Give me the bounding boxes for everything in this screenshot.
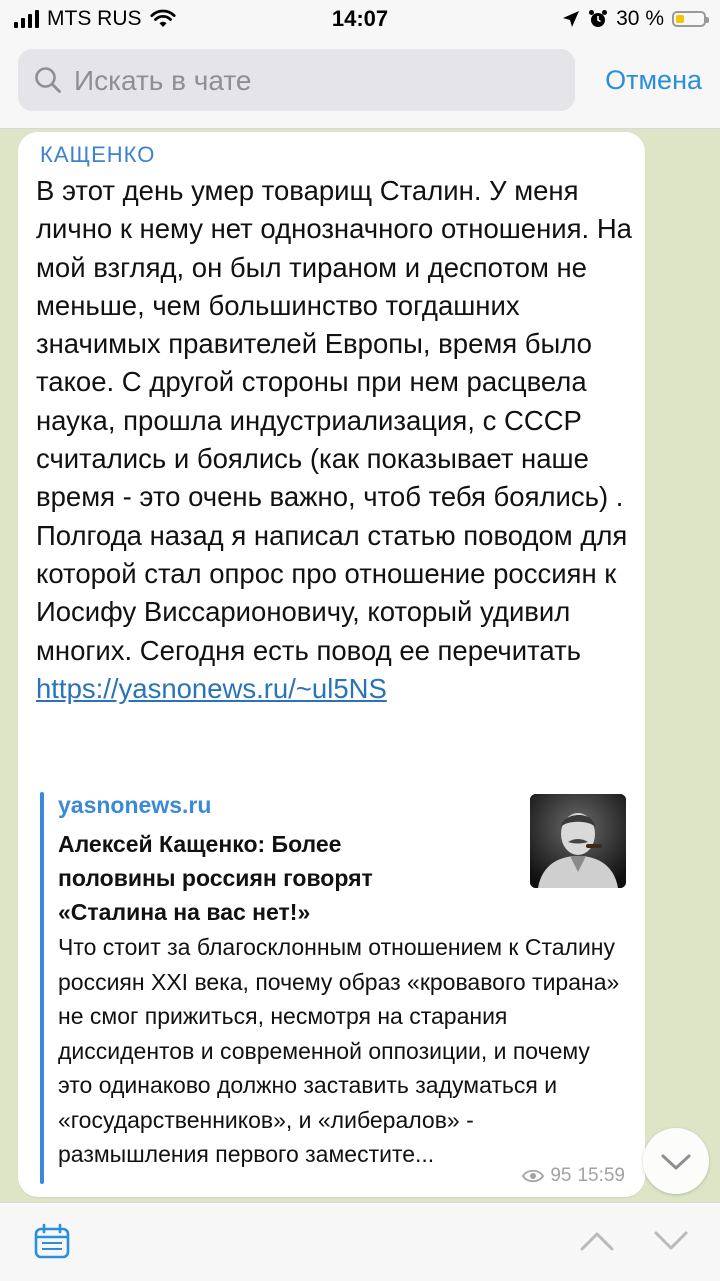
calendar-icon[interactable]: [34, 1223, 70, 1259]
alarm-icon: [588, 9, 608, 29]
battery-icon: [672, 11, 706, 27]
preview-description: Что стоит за благосклонным отношением к Сталину россиян XXI века, почему образ «кровавого тирана» не смог прижиться, несмотря на старания диссидентов и современной оппозиции, и почему это одинаково должно заставить задуматься и «государственников», и «либералов» - размышления первого заместите...: [58, 934, 620, 1167]
view-count: 95: [550, 1165, 572, 1186]
carrier-label: MTS RUS: [47, 7, 142, 30]
message-sender[interactable]: КАЩЕНКО: [40, 142, 156, 167]
search-header: [0, 38, 720, 129]
location-icon: [562, 10, 580, 28]
cancel-button[interactable]: Отмена: [605, 65, 702, 95]
preview-thumbnail[interactable]: [530, 794, 626, 888]
message-bubble[interactable]: [18, 132, 645, 1197]
message-text: [36, 172, 636, 708]
status-time: 14:07: [331, 6, 389, 31]
link-preview[interactable]: [40, 792, 630, 1188]
chevron-down-icon: [643, 1128, 709, 1194]
search-input[interactable]: [72, 49, 566, 113]
eye-icon: [522, 1169, 544, 1183]
preview-accent-bar: [40, 792, 44, 1184]
message-body: В этот день умер товарищ Сталин. У меня лично к нему нет однозначного отношения. На мой взгляд, он был тираном и деспотом не меньше, чем большинство тогдашних значимых правителей Европы, время было такое. С другой стороны при нем расцвела наука, прошла индустриализация, с СССР считались и боялись (как показывает наше время - это очень важно, чтоб тебя боялись) . Полгода назад я написал статью поводом для которой стал опрос про отношение россиян к Иосифу Виссарионовичу, который удивил многих. Сегодня есть повод ее перечитать: [36, 175, 632, 666]
portrait-image: [530, 794, 626, 888]
battery-percent: 30 %: [616, 7, 664, 30]
status-bar: [0, 0, 720, 38]
search-icon: [34, 66, 62, 94]
message-link[interactable]: https://yasnonews.ru/~ul5NS: [36, 672, 387, 704]
message-time: 15:59: [577, 1165, 625, 1186]
search-box[interactable]: [18, 49, 575, 111]
chevron-up-icon[interactable]: [578, 1225, 616, 1255]
message-meta: [522, 1165, 625, 1187]
bottom-toolbar: [0, 1202, 720, 1281]
status-right: [562, 7, 706, 31]
preview-site: yasnonews.ru: [58, 792, 212, 818]
chevron-down-nav-icon[interactable]: [652, 1225, 690, 1255]
preview-title: Алексей Кащенко: Более половины россиян говорят «Сталина на вас нет!»: [58, 831, 373, 925]
scroll-down-button[interactable]: [643, 1128, 709, 1194]
